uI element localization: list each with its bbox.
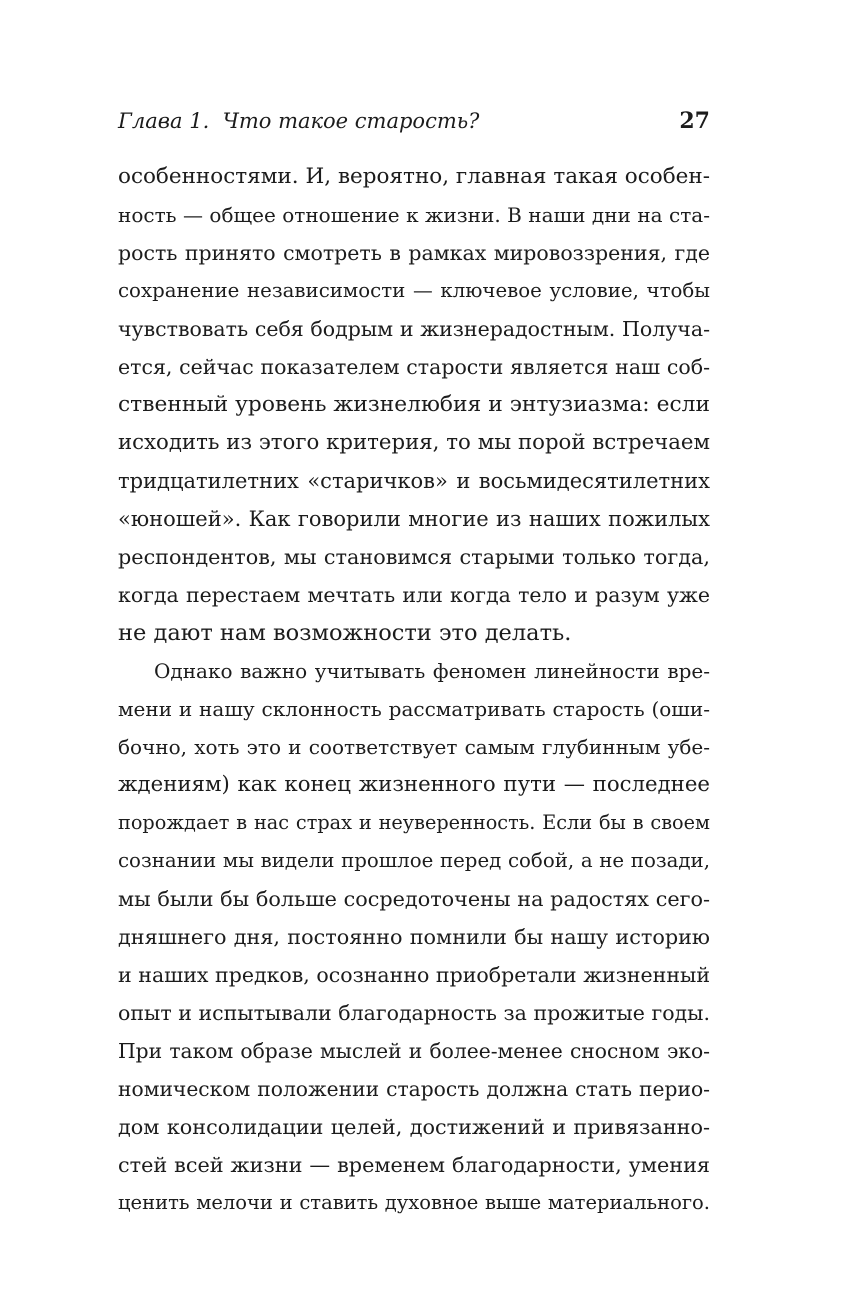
text-line: сохранение независимости — ключевое условие, чтобы bbox=[118, 279, 710, 302]
text-line: и наших предков, осознанно приобретали жизненный bbox=[118, 963, 710, 987]
text-line: особенностями. И, вероятно, главная такая особен- bbox=[118, 164, 710, 189]
text-line: чувствовать себя бодрым и жизнерадостным. Получа- bbox=[118, 317, 710, 341]
text-line: дняшнего дня, постоянно помнили бы нашу историю bbox=[118, 925, 710, 949]
text-line: ственный уровень жизнелюбия и энтузиазма: если bbox=[118, 392, 710, 417]
text-line: бочно, хоть это и соответствует самым глубинным убе- bbox=[118, 735, 710, 759]
text-line: ценить мелочи и ставить духовное выше материального. bbox=[118, 1191, 710, 1214]
text-line: ждениям) как конец жизненного пути — последнее bbox=[118, 772, 710, 797]
text-line: дом консолидации целей, достижений и привязанно- bbox=[118, 1115, 710, 1139]
text-line: рость принято смотреть в рамках мировоззрения, где bbox=[118, 241, 710, 265]
text-line: сознании мы видели прошлое перед собой, а не позади, bbox=[118, 849, 710, 872]
text-line: номическом положении старость должна стать перио- bbox=[118, 1077, 710, 1101]
text-line: ется, сейчас показателем старости является наш соб- bbox=[118, 355, 710, 379]
chapter-title: Глава 1. Что такое старость? bbox=[118, 109, 480, 133]
text-line: не дают нам возможности это делать. bbox=[118, 620, 572, 646]
text-line: ность — общее отношение к жизни. В наши дни на ста- bbox=[118, 203, 710, 227]
body-text bbox=[118, 158, 710, 1222]
text-line: тридцатилетних «старичков» и восьмидесятилетних bbox=[118, 469, 710, 493]
text-line: мы были бы больше сосредоточены на радостях сего- bbox=[118, 887, 710, 911]
text-line: когда перестаем мечтать или когда тело и разум уже bbox=[118, 583, 710, 607]
text-line: порождает в нас страх и неуверенность. Если бы в своем bbox=[118, 811, 710, 834]
text-line: респондентов, мы становимся старыми только тогда, bbox=[118, 545, 710, 569]
text-line: Однако важно учитывать феномен линейности вре- bbox=[154, 659, 710, 683]
text-line: исходить из этого критерия, то мы порой встречаем bbox=[118, 430, 710, 455]
text-line: «юношей». Как говорили многие из наших пожилых bbox=[118, 507, 710, 531]
text-line: опыт и испытывали благодарность за прожитые годы. bbox=[118, 1001, 710, 1025]
paragraph-2 bbox=[118, 652, 710, 1222]
page-number: 27 bbox=[679, 108, 710, 134]
running-header bbox=[118, 106, 710, 136]
paragraph-1 bbox=[118, 158, 710, 652]
text-line: При таком образе мыслей и более-менее сносном эко- bbox=[118, 1039, 710, 1063]
text-line: стей всей жизни — временем благодарности, умения bbox=[118, 1153, 710, 1177]
text-line: мени и нашу склонность рассматривать старость (оши- bbox=[118, 697, 710, 721]
